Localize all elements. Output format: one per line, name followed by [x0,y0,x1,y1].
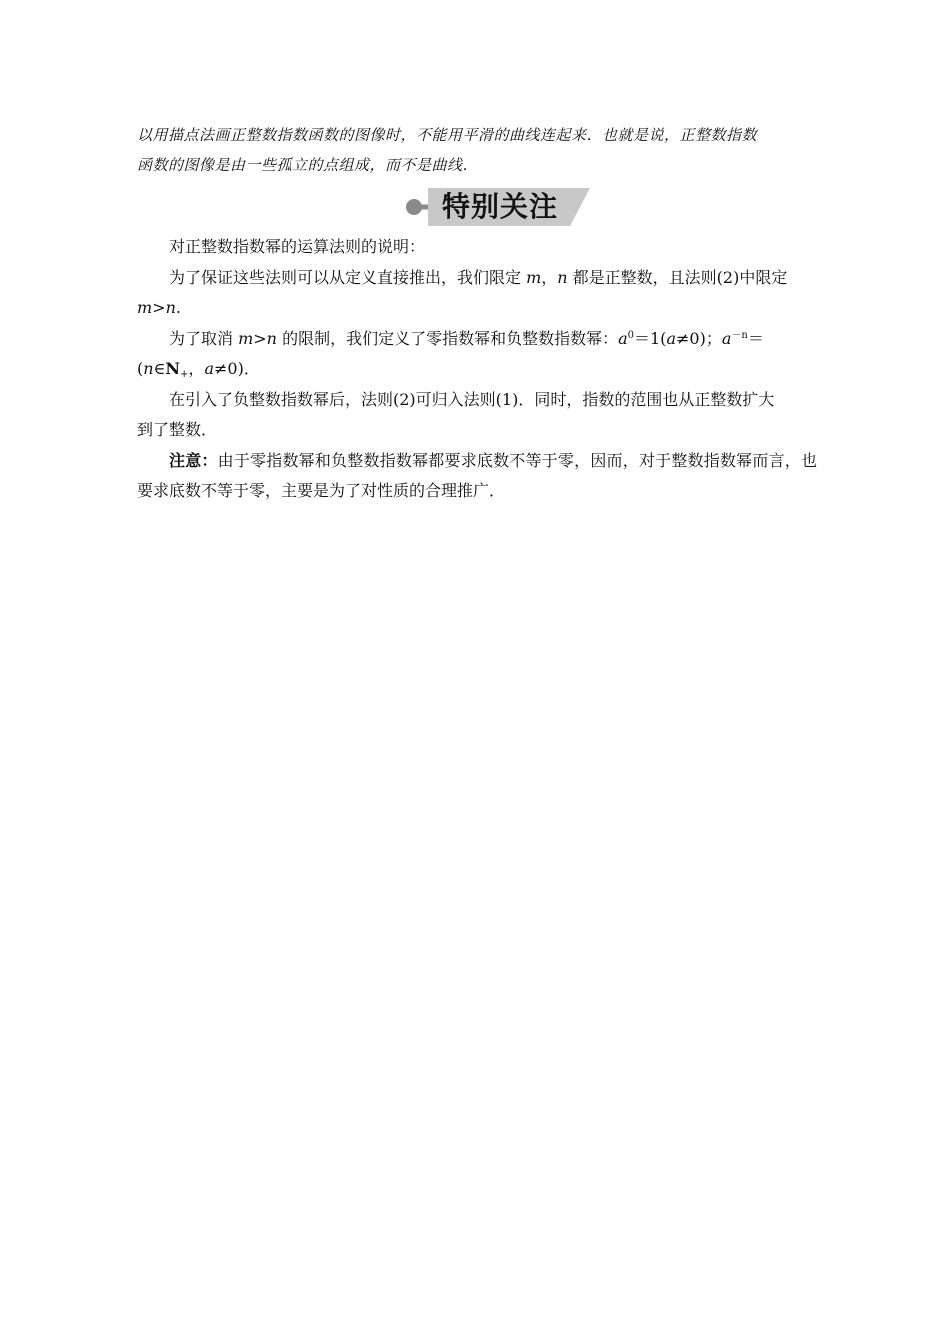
formula-negative-exponent: a [721,328,732,348]
section-body [137,232,817,507]
intro-line-1: 以用描点法画正整数指数函数的图像时，不能用平滑的曲线连起来．也就是说，正整数指数 [137,126,758,144]
note-text: 由于零指数幂和负整数指数幂都要求底数不等于零，因而，对于整数指数幂而言，也要求底数不等于零，主要是为了对性质的合理推广． [137,450,817,500]
special-attention-banner [402,186,592,228]
paragraph-1: 为了保证这些法则可以从定义直接推出，我们限定 m，n 都是正整数，且法则(2)中限定 [169,267,788,287]
note-paragraph [137,446,817,507]
intro-line-2: 函数的图像是由一些孤立的点组成，而不是曲线． [137,156,479,174]
section-heading: 对正整数指数幂的运算法则的说明： [169,237,426,256]
banner-title: 特别关注 [442,190,559,223]
paragraph-1-cont: m>n. [137,298,181,317]
note-label: 注意： [169,450,218,470]
paragraph-2-cont: ($n\in N_+$，a≠0)． [137,359,260,380]
intro-paragraph [137,120,817,180]
formula-zero-exponent: a [618,328,628,348]
paragraph-3: 在引入了负整数指数幂后，法则(2)可归入法则(1)．同时，指数的范围也从正整数扩大 [169,389,775,409]
paragraph-2: 为了取消 m>n 的限制，我们定义了零指数幂和负整数指数幂：$a^0=1(a\ne 0)$；$a^{-n}=$ [169,328,764,348]
paragraph-3-cont: 到了整数． [137,420,218,439]
